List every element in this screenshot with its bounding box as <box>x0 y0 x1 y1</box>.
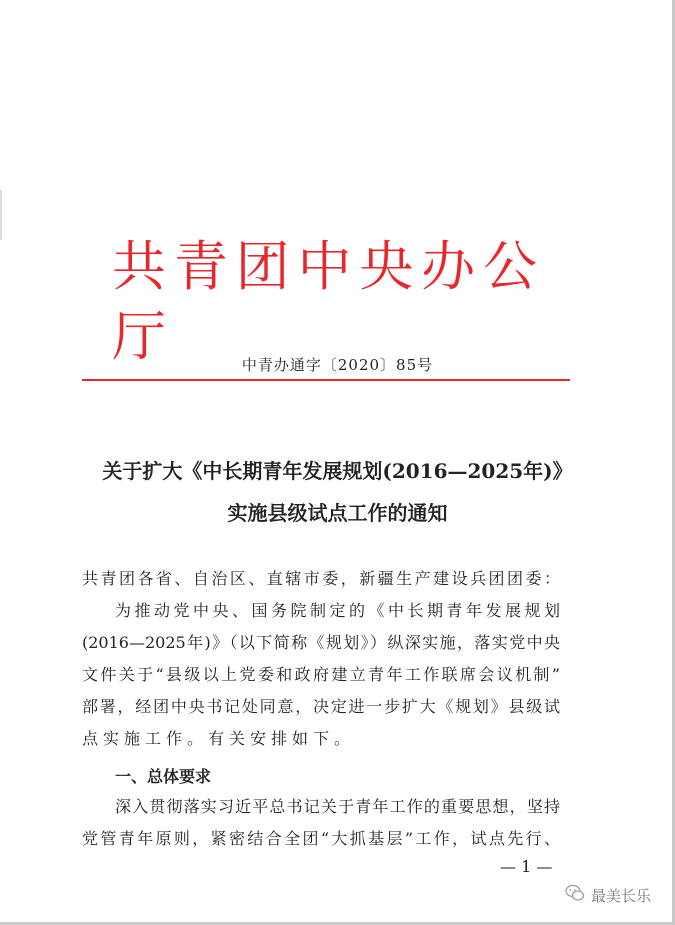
section-heading: 一、总体要求 <box>115 767 212 786</box>
salutation: 共青团各省、自治区、直辖市委，新疆生产建设兵团团委： <box>82 569 560 588</box>
paragraph-line: 文件关于“县级以上党委和政府建立青年工作联席会议机制” <box>82 665 560 684</box>
document-number: 中青办通字〔2020〕85号 <box>241 356 434 374</box>
paragraph-line: (2016—2025年)》（以下简称《规划》）纵深实施，落实党中央 <box>82 633 560 652</box>
page-number: — 1 — <box>500 857 553 876</box>
document-title-line-2: 实施县级试点工作的通知 <box>227 501 448 525</box>
scan-mark <box>0 190 2 240</box>
paragraph-line: 党管青年原则，紧密结合全团“大抓基层”工作，试点先行、 <box>82 829 560 848</box>
document-title-line-1: 关于扩大《中长期青年发展规划(2016—2025年)》 <box>102 459 573 483</box>
wechat-icon <box>565 884 585 906</box>
red-divider <box>82 379 570 381</box>
paragraph-line: 部署，经团中央书记处同意，决定进一步扩大《规划》县级试 <box>82 697 560 716</box>
paragraph-line: 深入贯彻落实习近平总书记关于青年工作的重要思想，坚持 <box>115 797 560 816</box>
watermark <box>565 884 651 906</box>
issuing-organization: 共青团中央办公厅 <box>112 235 537 368</box>
paragraph-line: 为推动党中央、国务院制定的《中长期青年发展规划 <box>115 601 560 620</box>
watermark-text: 最美长乐 <box>591 886 652 905</box>
paragraph-line: 点实施工作。有关安排如下。 <box>82 729 356 748</box>
